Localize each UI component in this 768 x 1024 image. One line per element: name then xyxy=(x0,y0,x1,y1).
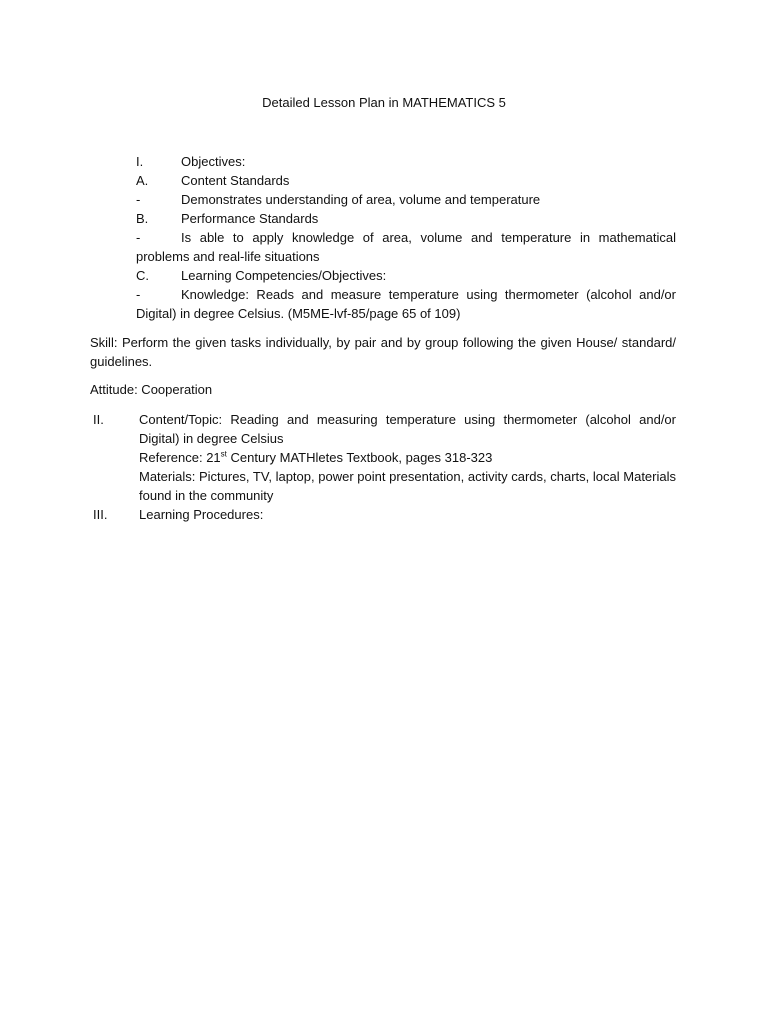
document-title: Detailed Lesson Plan in MATHEMATICS 5 xyxy=(262,95,506,110)
content-materials: Materials: Pictures, TV, laptop, power point presentation, activity cards, charts, local Materials found in the community xyxy=(139,469,676,503)
subsection-marker: A. xyxy=(136,173,149,188)
performance-standards-row xyxy=(136,209,676,228)
learning-competencies-item xyxy=(136,285,676,323)
content-marker-row xyxy=(93,410,133,429)
content-standards-heading: Content Standards xyxy=(181,173,290,188)
performance-standards-heading: Performance Standards xyxy=(181,211,319,226)
section-marker: III. xyxy=(93,507,108,522)
attitude-paragraph: Attitude: Cooperation xyxy=(90,382,213,397)
learning-competencies-row xyxy=(136,266,676,285)
procedures-heading: Learning Procedures: xyxy=(139,507,264,522)
objectives-heading: Objectives: xyxy=(181,154,246,169)
section-marker: II. xyxy=(93,412,104,427)
learning-competencies-text: Knowledge: Reads and measure temperature using thermometer (alcohol and/or Digital) in degree Celsius. (M5ME-lvf-85/page 65 of 109) xyxy=(136,287,676,321)
reference-prefix: Reference: 21 xyxy=(139,450,221,465)
dash-marker: - xyxy=(136,287,141,302)
dash-marker: - xyxy=(136,230,141,245)
performance-standards-text: Is able to apply knowledge of area, volume and temperature in mathematical problems and real-life situations xyxy=(136,230,676,264)
content-reference xyxy=(139,448,676,467)
content-standards-item xyxy=(136,190,676,209)
procedures-row xyxy=(93,505,676,524)
content-topic: Content/Topic: Reading and measuring temperature using thermometer (alcohol and/or Digital) in degree Celsius xyxy=(139,412,676,446)
subsection-marker: C. xyxy=(136,268,149,283)
learning-competencies-heading: Learning Competencies/Objectives: xyxy=(181,268,387,283)
performance-standards-item xyxy=(136,228,676,266)
subsection-marker: B. xyxy=(136,211,149,226)
content-standards-text: Demonstrates understanding of area, volume and temperature xyxy=(181,192,541,207)
objectives-heading-row xyxy=(136,152,676,171)
reference-suffix: Century MATHletes Textbook, pages 318-323 xyxy=(226,450,493,465)
dash-marker: - xyxy=(136,192,141,207)
reference-superscript: st xyxy=(220,449,227,459)
content-standards-row xyxy=(136,171,676,190)
skill-paragraph: Skill: Perform the given tasks individually, by pair and by group following the given House/ standard/ guidelines. xyxy=(90,335,676,369)
section-marker: I. xyxy=(136,154,144,169)
